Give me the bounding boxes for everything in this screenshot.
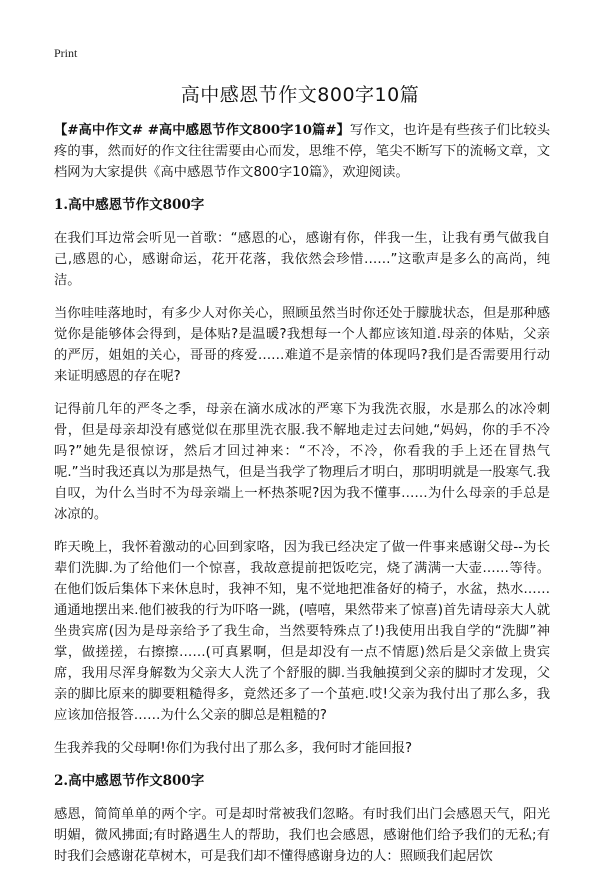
intro-paragraph [54,120,550,183]
section-1-paragraph-1: 在我们耳边常会听见一首歌：“感恩的心，感谢有你，伴我一生，让我有勇气做我自己,感恩的心，感谢命运，花开花落，我依然会珍惜……”这歌声是多么的高尚，纯洁。 [54,231,550,288]
section-2-heading: 2.高中感恩节作文800字 [54,773,205,789]
section-1-paragraph-2: 当你哇哇落地时，有多少人对你关心，照顾虽然当时你还处于朦胧状态，但是那种感觉你是能够体会得到，是体贴?是温暖?我想每一个人都应该知道.母亲的体贴，父亲的严厉，姐姐的关心，哥哥的疼爱……难道不是亲情的体现吗?我们是否需要用行动来证明感恩的存在呢? [54,306,550,384]
intro-text: 写作文，也许是有些孩子们比较头疼的事，然而好的作文往往需要由心而发，思维不停，笔尖不断写下的流畅文章，文档网为大家提供《高中感恩节作文800字10篇》，欢迎阅读。 [54,123,550,180]
section-1-paragraph-4: 昨天晚上，我怀着激动的心回到家咯，因为我已经决定了做一件事来感谢父母--为长辈们洗脚.为了给他们一个惊喜，我故意提前把饭吃完，烧了满满一大壶……等待。在他们饭后集体下来休息时，我神不知，鬼不觉地把准备好的椅子，水盆，热水……通通地摆出来.他们被我的行为吓咯一跳，(嘻嘻，果然带来了惊喜)首先请母亲大人就坐贵宾席(因为是母亲给予了我生命，当然要特殊点了!)我使用出我自学的“洗脚”神掌，做搓搓，右擦擦……(可真累啊，但是却没有一点不情愿)然后是父亲做上贵宾席，我用尽浑身解数为父亲大人洗了个舒服的脚.当我触摸到父亲的脚时才发现，父亲的脚比原来的脚要粗糙得多，竟然还多了一个茧疤.哎!父亲为我付出了那么多，我应该加倍报答……为什么父亲的脚总是粗糙的? [54,540,550,723]
section-2-paragraph-1: 感恩，简简单单的两个字。可是却时常被我们忽略。有时我们出门会感恩天气，阳光明媚，微风拂面;有时路遇生人的帮助，我们也会感恩，感谢他们给予我们的无私;有时我们会感谢花草树木，可是我们却不懂得感谢身边的人：照顾我们起居饮 [54,807,550,864]
print-label: Print [54,46,78,60]
section-1-heading: 1.高中感恩节作文800字 [54,197,205,213]
intro-tags: 【#高中作文# #高中感恩节作文800字10篇#】 [54,123,350,138]
section-1-paragraph-3: 记得前几年的严冬之季，母亲在滴水成冰的严寒下为我洗衣服，水是那么的冰冷刺骨，但是母亲却没有感觉似在那里洗衣服.我不解地走过去问她,“妈妈，你的手不冷吗?”她先是很惊讶，然后才回过神来：“不冷，不冷，你看我的手上还在冒热气呢.”当时我还真以为那是热气，但是当我学了物理后才明白，那明明就是一股寒气.我自叹，为什么当时不为母亲端上一杯热茶呢?因为我不懂事……为什么母亲的手总是冰凉的。 [54,402,550,522]
document-title: 高中感恩节作文800字10篇 [180,84,420,106]
section-1-paragraph-5: 生我养我的父母啊!你们为我付出了那么多，我何时才能回报? [54,741,413,756]
document-body [54,120,550,879]
